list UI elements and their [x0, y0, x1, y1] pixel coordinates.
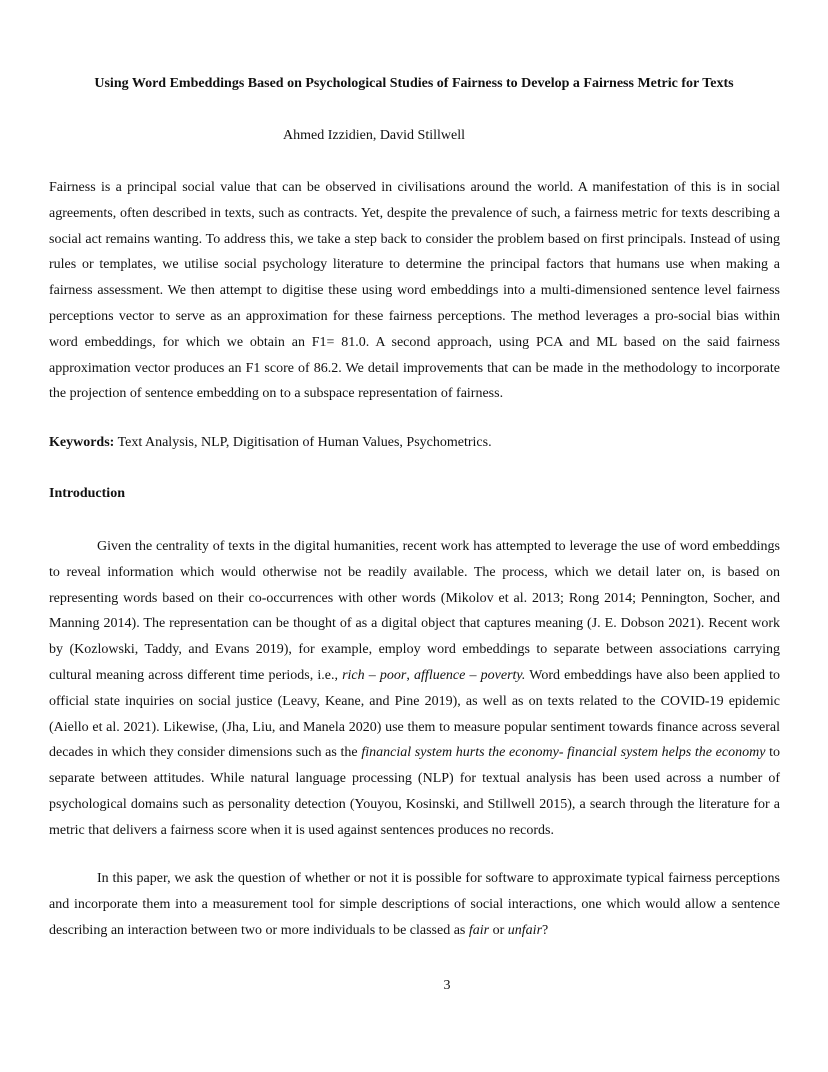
- intro-p2-text-b: or: [489, 922, 508, 938]
- intro-p1-text-c: Word embeddings have also been applied to official state inquiries on social justice (Leavy, Keane, and Pine 2019), as well as on texts related to the COVID-19 epidemic (Aiello et al. 2021). Likewise, (Jha, Liu, and Manela 2020) use them to measure popular sentiment towards finance across several decades in which they consider dimensions such as the: [49, 667, 781, 761]
- keywords-line: [49, 430, 780, 456]
- section-heading-introduction: Introduction: [49, 486, 125, 501]
- page-number: 3: [443, 978, 451, 993]
- keywords-text: Text Analysis, NLP, Digitisation of Human Values, Psychometrics.: [114, 435, 492, 450]
- intro-paragraph-2: [49, 866, 780, 943]
- intro-p2-text-a: In this paper, we ask the question of whether or not it is possible for software to approximate typical fairness perceptions and incorporate them into a measurement tool for simple descriptions of social interactions, one which would allow a sentence describing an interaction between two or more individuals to be classed as: [49, 871, 780, 938]
- intro-p1-text-a: Given the centrality of texts in the digital humanities, recent work has attempted to leverage the use of word embeddings to reveal information which would otherwise not be readily available. The process, which we detail later on, is based on representing words based on their co-occurrences with other words (Mikolov et al. 2013; Rong 2014; Pennington, Socher, and Manning 2014). The representation can be thought of as a digital object that captures meaning (J. E. Dobson 2021). Recent work by (Kozlowski, Taddy, and Evans 2019), for example, employ word embeddings to separate between associations carrying cultural meaning across different time periods, i.e.,: [49, 539, 780, 683]
- intro-paragraph-1: [49, 534, 780, 844]
- intro-p2-italic-unfair: unfair: [507, 922, 543, 938]
- intro-p2-text-c: ?: [542, 922, 549, 938]
- author-list: Ahmed Izzidien, David Stillwell: [283, 128, 465, 143]
- paper-title: Using Word Embeddings Based on Psychological Studies of Fairness to Develop a Fairness Metric for Texts: [94, 76, 734, 91]
- intro-p1-text-d: to separate between attitudes. While natural language processing (NLP) for textual analysis has been used across a number of psychological domains such as personality detection (Youyou, Kosinski, and Stillwell 2015), a search through the literature for a metric that delivers a fairness score when it is used against sentences produces no records.: [49, 745, 780, 838]
- intro-p2-italic-fair: fair: [468, 922, 490, 938]
- intro-p1-italic-affluence-poverty: affluence – poverty.: [414, 667, 526, 683]
- keywords-label: Keywords:: [49, 435, 115, 450]
- intro-p1-italic-financial-system: financial system hurts the economy- financial system helps the economy: [361, 745, 766, 761]
- abstract-paragraph: Fairness is a principal social value that can be observed in civilisations around the world. A manifestation of this is in social agreements, often described in texts, such as contracts. Yet, despite the prevalence of such, a fairness metric for texts describing a social act remains wanting. To address this, we take a step back to consider the problem based on first principals. Instead of using rules or templates, we utilise social psychology literature to determine the principal factors that humans use when making a fairness assessment. We then attempt to digitise these using word embeddings into a multi-dimensioned sentence level fairness perceptions vector to serve as an approximation for these fairness perceptions. The method leverages a pro-social bias within word embeddings, for which we obtain an F1= 81.0. A second approach, using PCA and ML based on the said fairness approximation vector produces an F1 score of 86.2. We detail improvements that can be made in the methodology to incorporate the projection of sentence embedding on to a subspace representation of fairness.: [49, 180, 780, 402]
- intro-p1-italic-rich-poor: rich – poor: [342, 667, 407, 683]
- intro-p1-text-b: ,: [406, 667, 415, 683]
